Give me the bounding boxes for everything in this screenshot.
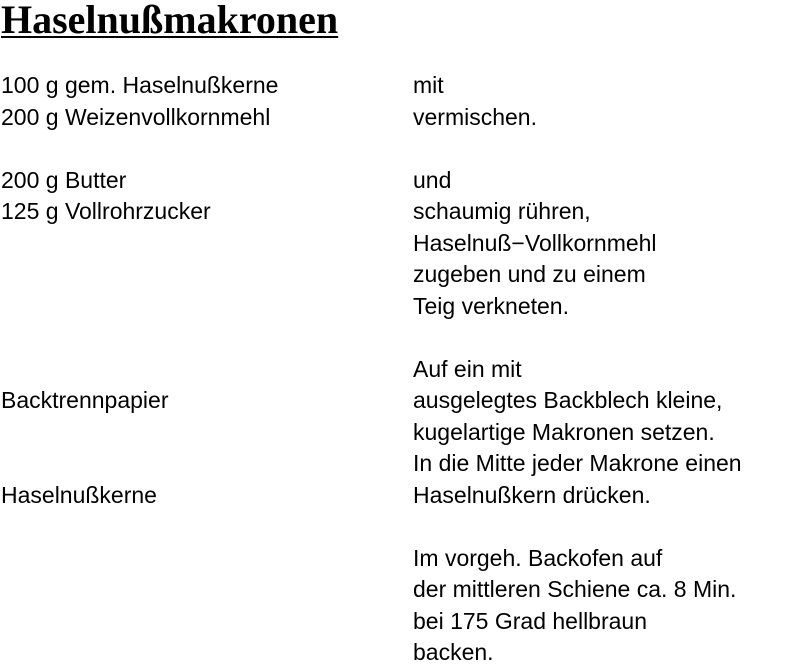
ingredients-column [1, 70, 278, 669]
ingredient-line [1, 543, 278, 575]
instruction-line: In die Mitte jeder Makrone einen [413, 450, 742, 476]
ingredient-line [1, 259, 278, 291]
ingredient-line [1, 606, 278, 638]
ingredient-line: 200 g Butter [1, 166, 127, 193]
instruction-line [413, 322, 742, 354]
instruction-line: und [413, 166, 452, 193]
ingredient-line [1, 448, 278, 480]
ingredient-line: 125 g Vollrohrzucker [1, 198, 211, 224]
instruction-line [413, 133, 742, 165]
instruction-line: mit [413, 72, 444, 98]
instruction-line: ausgelegtes Backblech kleine, [413, 387, 723, 413]
ingredient-line [1, 511, 278, 543]
instruction-line: backen. [413, 639, 494, 665]
ingredient-line [1, 354, 278, 386]
instruction-line: Teig verkneten. [413, 292, 569, 319]
instruction-line: bei 175 Grad hellbraun [413, 607, 647, 634]
ingredient-line [1, 133, 278, 165]
instruction-line: Haselnußkern drücken. [413, 481, 651, 508]
instruction-line: kugelartige Makronen setzen. [413, 418, 715, 445]
ingredient-line [1, 574, 278, 606]
ingredient-line [1, 291, 278, 323]
instruction-line: vermischen. [413, 103, 537, 130]
instruction-line: schaumig rühren, [413, 198, 591, 224]
recipe-title: Haselnußmakronen [1, 0, 339, 42]
instruction-line: zugeben und zu einem [413, 261, 646, 287]
ingredient-line [1, 417, 278, 449]
instructions-column [413, 70, 742, 669]
instruction-line: Haselnuß−Vollkornmehl [413, 229, 657, 256]
ingredient-line [1, 322, 278, 354]
instruction-line: der mittleren Schiene ca. 8 Min. [413, 576, 737, 602]
instruction-line [413, 511, 742, 543]
ingredient-line [1, 637, 278, 669]
ingredient-line: 100 g gem. Haselnußkerne [1, 72, 279, 98]
ingredient-line: 200 g Weizenvollkornmehl [1, 103, 271, 130]
ingredient-line [1, 228, 278, 260]
ingredient-line: Haselnußkerne [1, 481, 157, 508]
ingredient-line: Backtrennpapier [1, 387, 169, 413]
instruction-line: Auf ein mit [413, 355, 522, 382]
instruction-line: Im vorgeh. Backofen auf [413, 544, 663, 571]
